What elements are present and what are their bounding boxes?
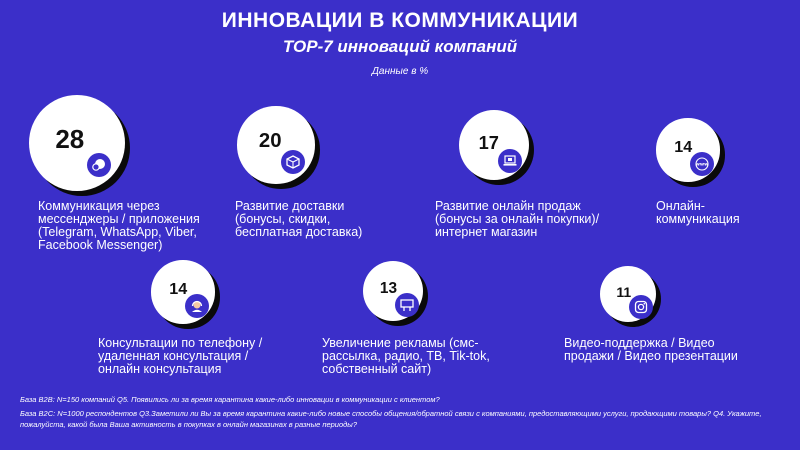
laptop-shop-icon — [498, 149, 522, 173]
bubble-label: Развитие доставки (бонусы, скидки, бесплатная доставка) — [235, 199, 363, 239]
units-note: Данные в % — [371, 66, 429, 77]
bubble-value: 17 — [478, 131, 499, 153]
bubble-value: 28 — [55, 124, 85, 155]
bubble-label: Увеличение рекламы (смс-рассылка, радио, ТВ, Tik-tok, собственный сайт) — [322, 336, 490, 376]
bubble-value: 11 — [616, 283, 632, 300]
bubble-value: 13 — [379, 279, 398, 297]
bubble-value: 20 — [258, 130, 282, 153]
bubble-label: Развитие онлайн продаж (бонусы за онлайн покупки)/ интернет магазин — [435, 199, 600, 239]
bubble-label: Онлайн-коммуникация — [656, 199, 740, 226]
footnote-b2c: База В2С: N=1000 респондентов Q3.Заметили ли Вы за время карантина какие-либо новые способы общения/обратной связи с компаниями, предоставляющими услуги, продающими товары? Q4. Укажите, пожалуйста, какой была Ваша активность в покупках в онлайн магазинах в разные периоды? — [20, 409, 762, 429]
bubble-label: Коммуникация через мессенджеры / приложения (Telegram, WhatsApp, Viber, Facebook Messenger) — [38, 199, 200, 252]
svg-text:www: www — [695, 162, 709, 168]
billboard-icon — [395, 293, 419, 317]
chat-bubbles-icon — [87, 153, 111, 177]
bubble-label: Консультации по телефону / удаленная консультация / онлайн консультация — [98, 336, 263, 376]
bubble-value: 14 — [674, 138, 693, 157]
bubble-value: 14 — [169, 280, 188, 299]
bubble-label: Видео-поддержка / Видео продажи / Видео презентации — [564, 336, 738, 363]
footnote-b2b: База В2В: N=150 компаний Q5. Появились ли за время карантина какие-либо инновации в коммуникации с клиентом? — [20, 395, 440, 404]
instagram-icon — [629, 295, 653, 319]
page-title: ИННОВАЦИИ В КОММУНИКАЦИИ — [221, 9, 579, 32]
page-subtitle: ТОР-7 инноваций компаний — [282, 37, 518, 56]
